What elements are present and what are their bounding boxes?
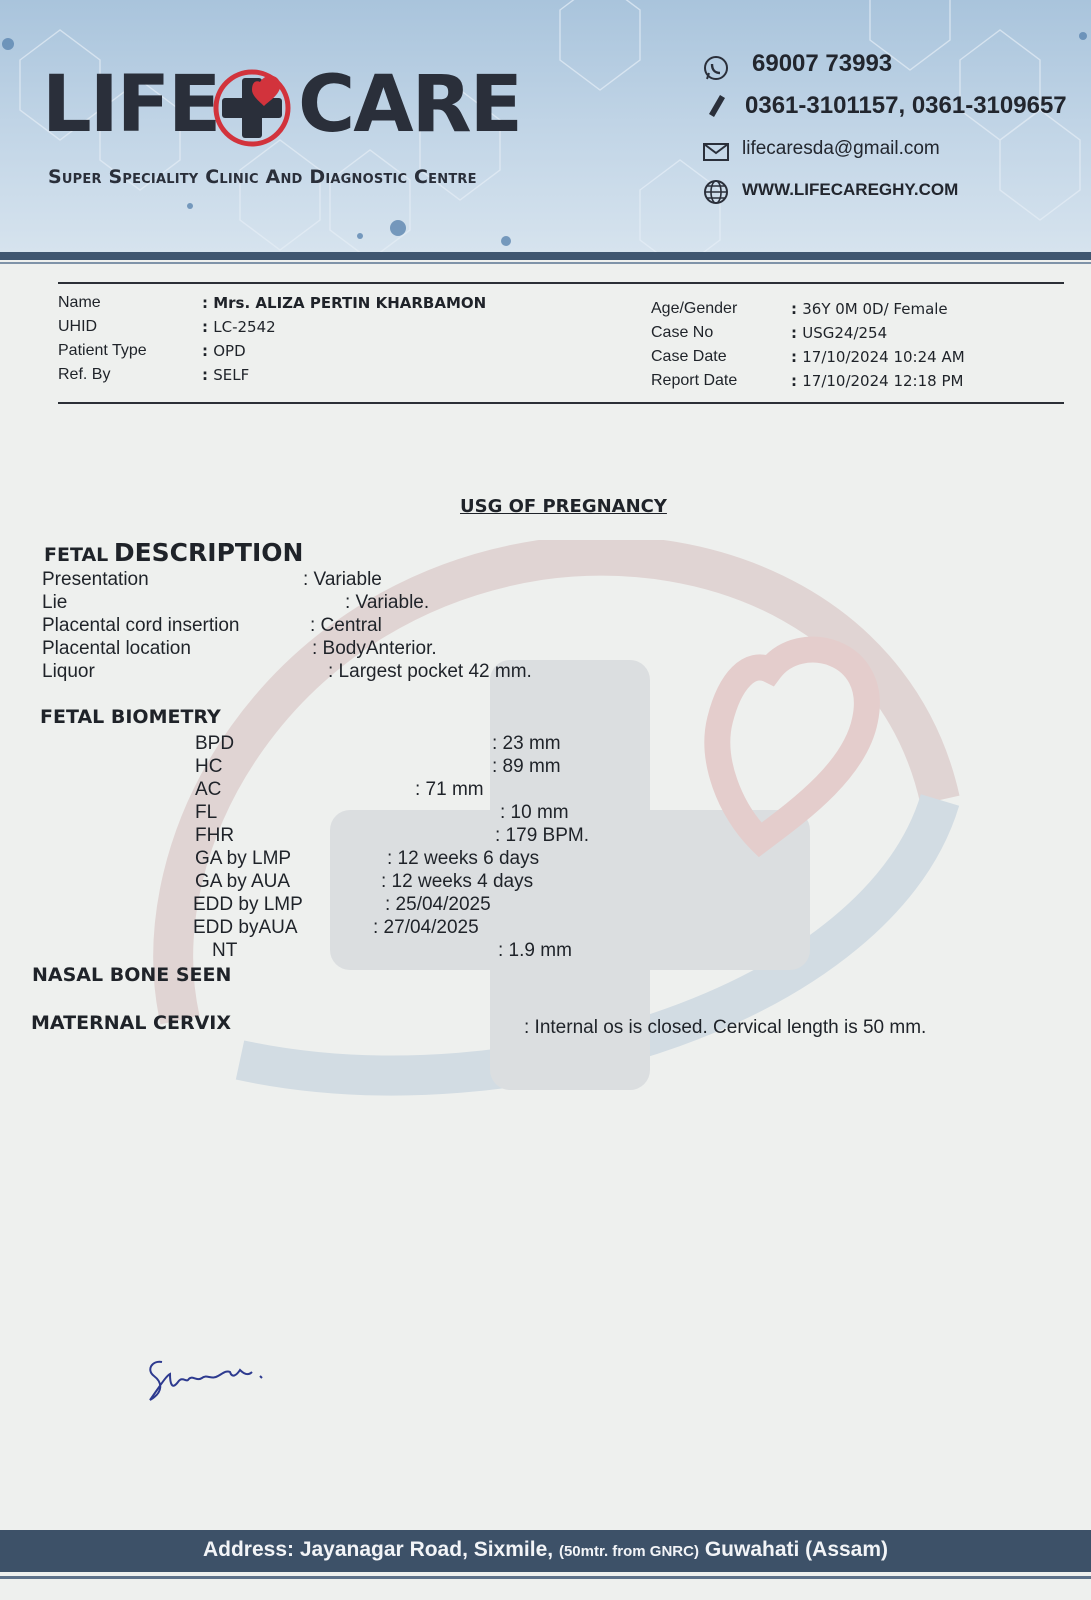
report-date-label: Report Date bbox=[651, 372, 738, 389]
fetal-description-heading bbox=[44, 538, 303, 567]
phone-icon bbox=[702, 92, 730, 120]
ac-value: : 71 mm bbox=[415, 779, 484, 800]
nasal-bone-finding: NASAL BONE SEEN bbox=[32, 964, 232, 986]
placental-cord-insertion-label: Placental cord insertion bbox=[42, 615, 240, 636]
fl-label: FL bbox=[195, 802, 218, 823]
fhr-value: : 179 BPM. bbox=[495, 825, 589, 846]
info-top-rule bbox=[58, 282, 1064, 284]
address-note: (50mtr. from GNRC) bbox=[558, 1543, 699, 1560]
placental-location-value: : BodyAnterior. bbox=[312, 638, 437, 659]
edd-by-lmp-label: EDD by LMP bbox=[193, 894, 303, 915]
email-address[interactable]: lifecaresda@gmail.com bbox=[742, 138, 940, 159]
cross-heart-logo-icon bbox=[204, 62, 300, 150]
fhr-label: FHR bbox=[195, 825, 235, 846]
patient-type-label: Patient Type bbox=[58, 342, 147, 359]
footer-address bbox=[0, 1538, 1091, 1562]
logo-word-life: LIFE bbox=[42, 60, 220, 150]
fetal-description-heading-small: FETAL bbox=[44, 544, 109, 566]
fetal-biometry-heading: FETAL BIOMETRY bbox=[40, 706, 221, 728]
doctor-signature bbox=[140, 1352, 280, 1412]
ac-label: AC bbox=[195, 779, 222, 800]
report-date-value: : 17/10/2024 12:18 PM bbox=[791, 372, 963, 390]
ga-by-aua-value: : 12 weeks 4 days bbox=[381, 871, 534, 892]
liquor-value: : Largest pocket 42 mm. bbox=[328, 661, 532, 682]
ga-by-lmp-label: GA by LMP bbox=[195, 848, 292, 869]
lie-value: : Variable. bbox=[345, 592, 430, 613]
fl-value: : 10 mm bbox=[500, 802, 569, 823]
case-date-value: : 17/10/2024 10:24 AM bbox=[791, 348, 965, 366]
letterhead-header bbox=[0, 0, 1091, 252]
nt-value: : 1.9 mm bbox=[498, 940, 572, 961]
placental-cord-insertion-value: : Central bbox=[310, 615, 382, 636]
info-bottom-rule bbox=[58, 402, 1064, 404]
nt-label: NT bbox=[212, 940, 238, 961]
edd-by-aua-value: : 27/04/2025 bbox=[373, 917, 479, 938]
clinic-tagline: Super Speciality Clinic And Diagnostic Centre bbox=[48, 166, 477, 188]
bpd-label: BPD bbox=[195, 733, 235, 754]
header-divider-band bbox=[0, 252, 1091, 260]
case-date-label: Case Date bbox=[651, 348, 727, 365]
address-main: Address: Jayanagar Road, Sixmile, bbox=[202, 1538, 559, 1561]
bpd-value: : 23 mm bbox=[492, 733, 561, 754]
maternal-cervix-value: : Internal os is closed. Cervical length is 50 mm. bbox=[524, 1017, 927, 1038]
ga-by-lmp-value: : 12 weeks 6 days bbox=[387, 848, 540, 869]
uhid-label: UHID bbox=[58, 318, 98, 335]
patient-name: : Mrs. ALIZA PERTIN KHARBAMON bbox=[202, 294, 486, 312]
age-gender-label: Age/Gender bbox=[651, 300, 738, 317]
case-no-label: Case No bbox=[651, 324, 714, 341]
edd-by-lmp-value: : 25/04/2025 bbox=[385, 894, 491, 915]
logo-word-care: CARE bbox=[298, 60, 521, 150]
footer-bottom-line bbox=[0, 1576, 1091, 1579]
mail-icon bbox=[702, 138, 730, 166]
whatsapp-icon bbox=[702, 54, 730, 82]
maternal-cervix-label: MATERNAL CERVIX bbox=[31, 1012, 232, 1034]
uhid-value: : LC-2542 bbox=[202, 318, 276, 336]
footer-address-band bbox=[0, 1530, 1091, 1572]
presentation-label: Presentation bbox=[42, 569, 149, 590]
phone-numbers[interactable]: 0361-3101157, 0361-3109657 bbox=[745, 92, 1067, 119]
whatsapp-number[interactable]: 69007 73993 bbox=[752, 50, 893, 77]
placental-location-label: Placental location bbox=[42, 638, 191, 659]
hc-label: HC bbox=[195, 756, 223, 777]
globe-icon bbox=[702, 178, 730, 206]
hc-value: : 89 mm bbox=[492, 756, 561, 777]
ref-by-label: Ref. By bbox=[58, 366, 111, 383]
website-url[interactable]: WWW.LIFECAREGHY.COM bbox=[742, 180, 959, 199]
fetal-description-heading-big: DESCRIPTION bbox=[113, 538, 304, 567]
name-label: Name bbox=[58, 294, 101, 311]
case-no-value: : USG24/254 bbox=[791, 324, 887, 342]
presentation-value: : Variable bbox=[303, 569, 382, 590]
header-divider-line bbox=[0, 262, 1091, 264]
edd-by-aua-label: EDD byAUA bbox=[193, 917, 298, 938]
liquor-label: Liquor bbox=[42, 661, 95, 682]
patient-type-value: : OPD bbox=[202, 342, 246, 360]
report-title: USG OF PREGNANCY bbox=[460, 496, 667, 517]
ref-by-value: : SELF bbox=[202, 366, 249, 384]
address-end: Guwahati (Assam) bbox=[698, 1538, 889, 1561]
lie-label: Lie bbox=[42, 592, 68, 613]
ga-by-aua-label: GA by AUA bbox=[195, 871, 291, 892]
age-gender-value: : 36Y 0M 0D/ Female bbox=[791, 300, 948, 318]
